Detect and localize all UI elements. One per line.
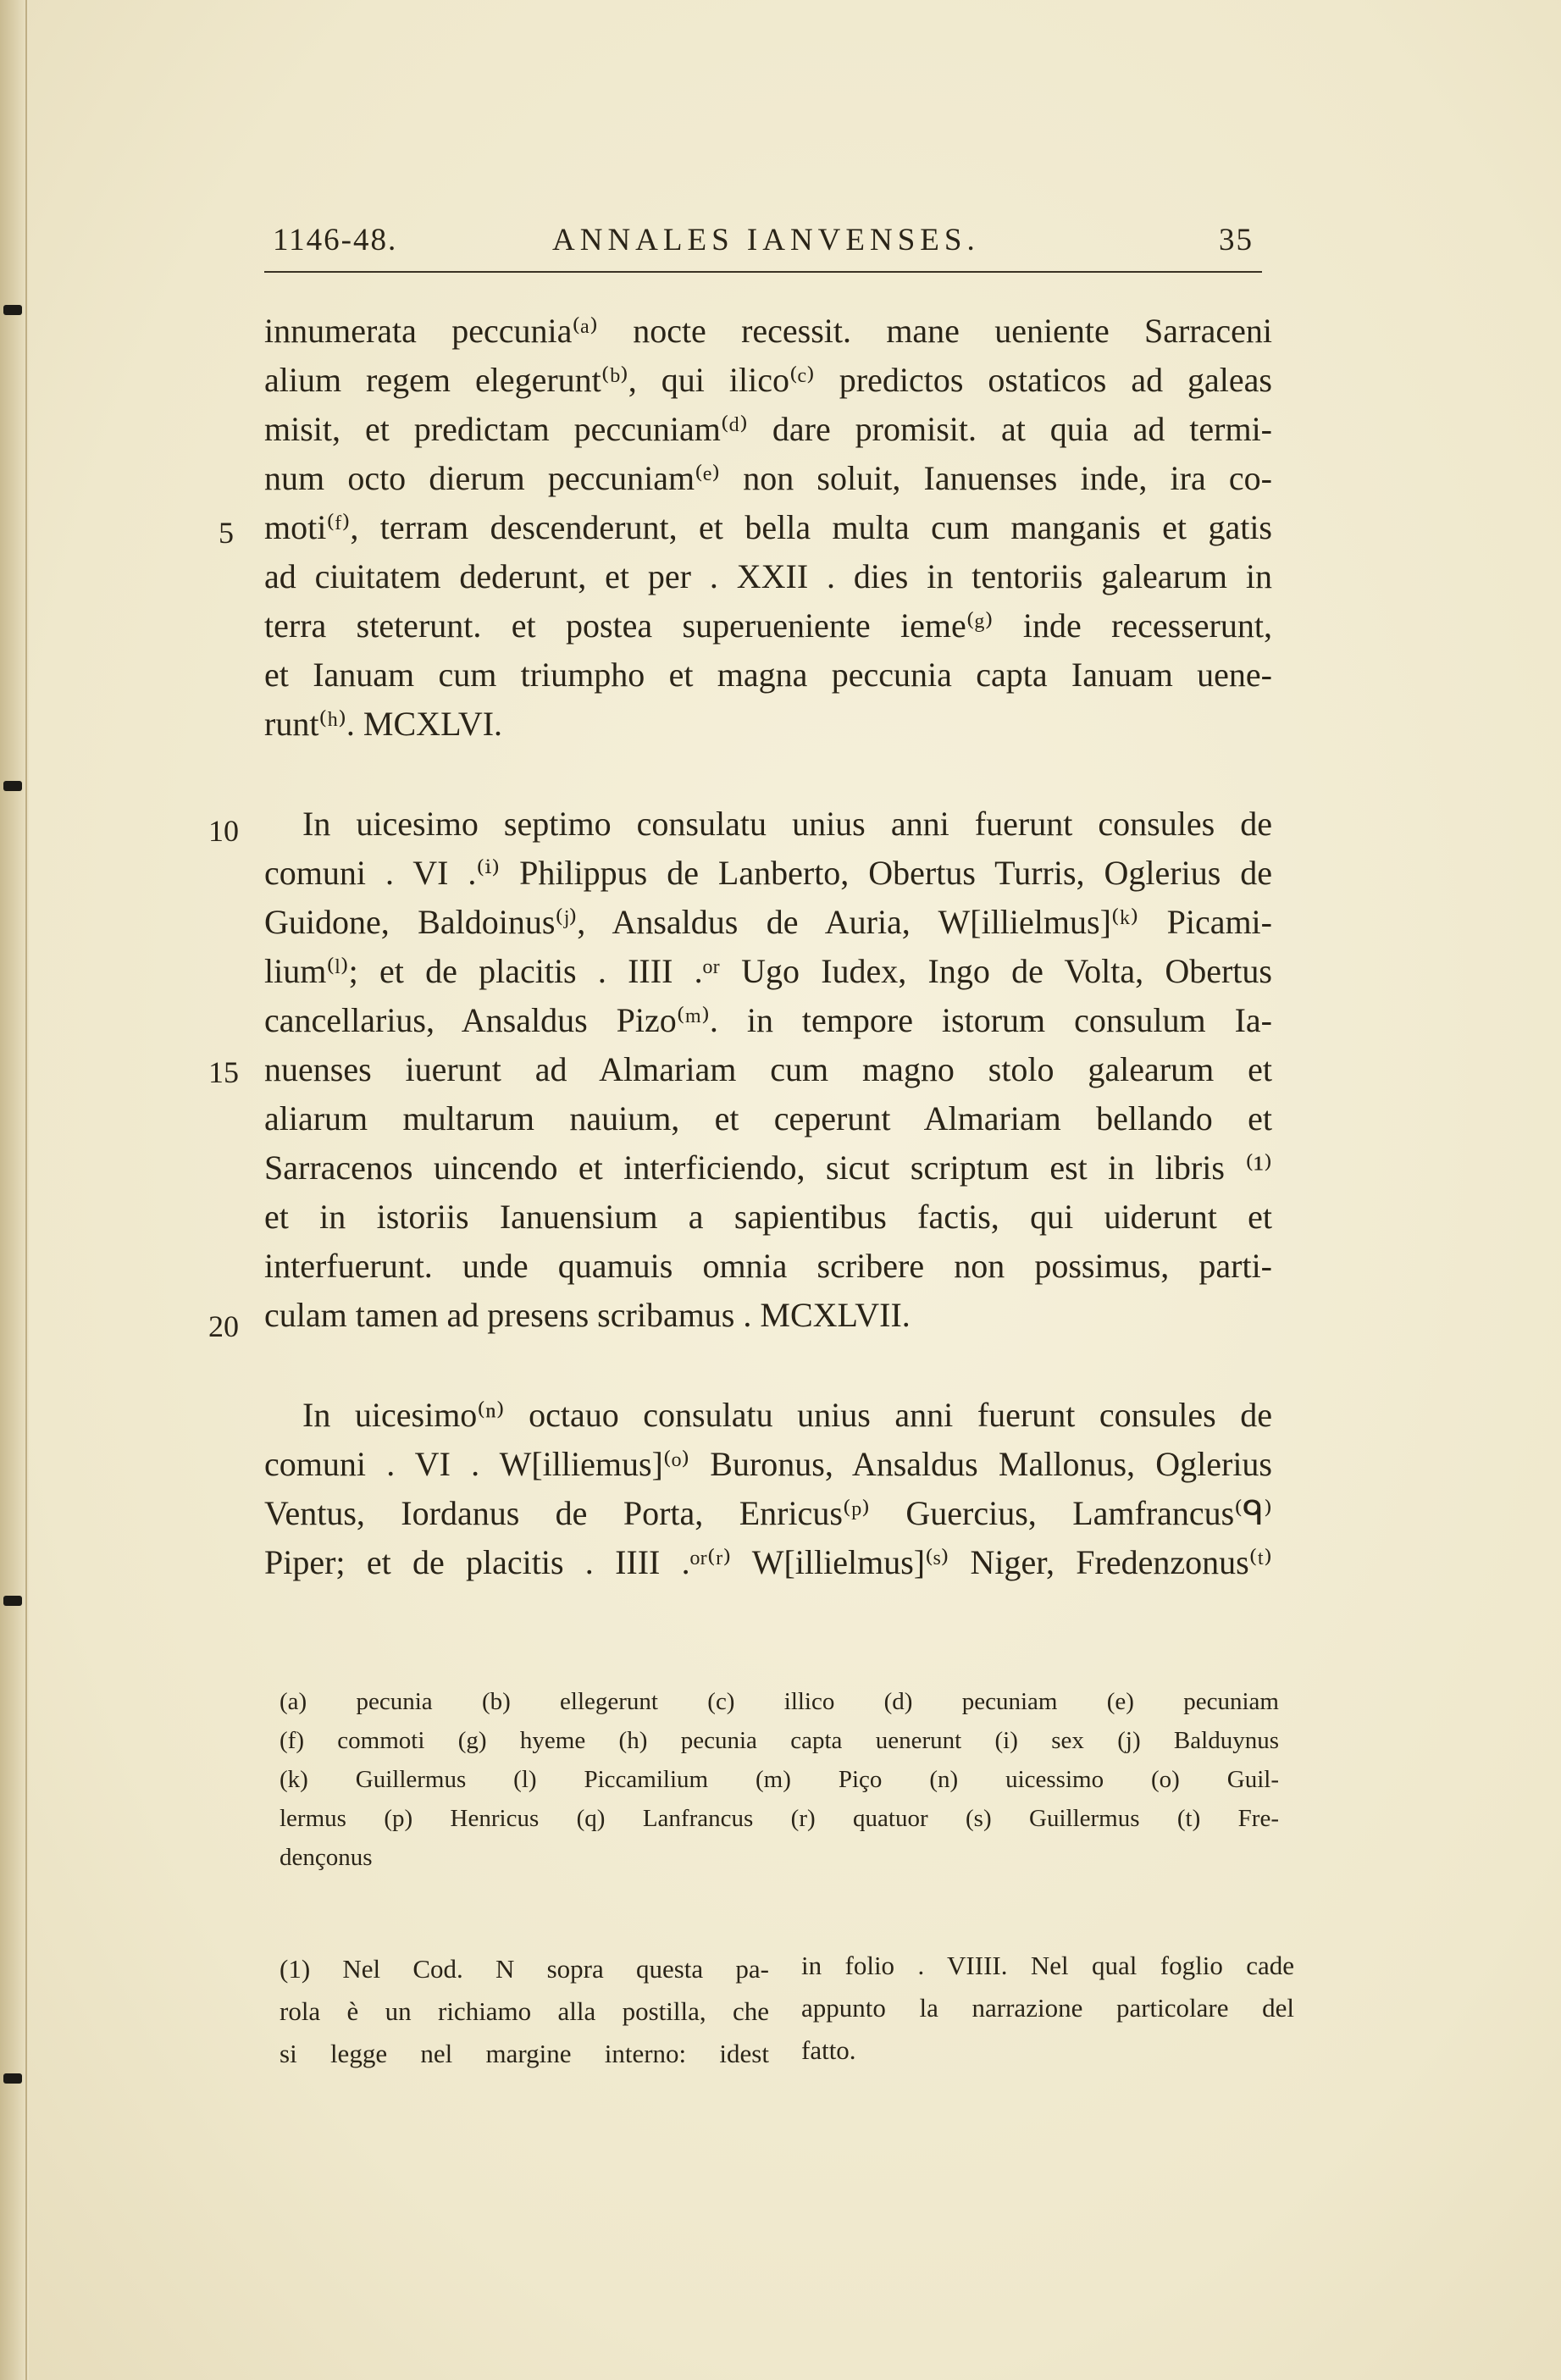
commentary-left-column — [280, 1948, 769, 2075]
stitch-mark — [3, 2073, 22, 2084]
commentary-line: si legge nel margine interno: idest — [280, 2039, 769, 2068]
text-line: alium regem elegerunt⁽ᵇ⁾, qui ilico⁽ᶜ⁾ predictos ostaticos ad galeas — [264, 361, 1272, 399]
text-line: et in istoriis Ianuensium a sapientibus factis, qui uiderunt et — [264, 1198, 1272, 1236]
text-line: et Ianuam cum triumpho et magna peccunia capta Ianuam uene- — [264, 656, 1272, 694]
header-title: ANNALES IANVENSES. — [552, 223, 980, 257]
text-line: culam tamen ad presens scribamus . MCXLVII. — [264, 1296, 911, 1334]
stitch-mark — [3, 305, 22, 315]
stitch-mark — [3, 1596, 22, 1606]
text-line: aliarum multarum nauium, et ceperunt Almariam bellando et — [264, 1099, 1272, 1137]
binding-crease — [25, 0, 27, 2380]
header-page-number: 35 — [1219, 223, 1254, 257]
commentary-line: in folio . VIIII. Nel qual foglio cade — [801, 1951, 1294, 1980]
header-years: 1146-48. — [273, 223, 398, 257]
text-line: Guidone, Baldoinus⁽ʲ⁾, Ansaldus de Auria, W[illielmus]⁽ᵏ⁾ Picami- — [264, 903, 1272, 941]
text-line: moti⁽ᶠ⁾, terram descenderunt, et bella multa cum manganis et gatis — [264, 508, 1272, 546]
text-line: terra steterunt. et postea superueniente ieme⁽ᵍ⁾ inde recesserunt, — [264, 606, 1272, 645]
commentary-right-column — [801, 1945, 1294, 2072]
commentary-line: (1) Nel Cod. N sopra questa pa- — [280, 1954, 769, 1984]
binding-edge — [0, 0, 29, 2380]
text-line: cancellarius, Ansaldus Pizo⁽ᵐ⁾. in tempore istorum consulum Ia- — [264, 1001, 1272, 1039]
line-number: 5 — [219, 516, 234, 550]
header-rule — [264, 271, 1262, 273]
commentary-line: fatto. — [801, 2035, 856, 2065]
text-line: In uicesimo⁽ⁿ⁾ octauo consulatu unius anni fuerunt consules de — [302, 1396, 1272, 1434]
running-header — [264, 222, 1262, 261]
text-line: comuni . VI .⁽ⁱ⁾ Philippus de Lanberto, Obertus Turris, Oglerius de — [264, 854, 1272, 892]
text-line: interfuerunt. unde quamuis omnia scribere non possimus, parti- — [264, 1247, 1272, 1285]
text-line: Piper; et de placitis . IIII .ᵒʳ⁽ʳ⁾ W[illielmus]⁽ˢ⁾ Niger, Fredenzonus⁽ᵗ⁾ — [264, 1543, 1272, 1581]
text-line: Sarracenos uincendo et interficiendo, sicut scriptum est in libris ⁽¹⁾ — [264, 1148, 1272, 1187]
stitch-mark — [3, 781, 22, 791]
text-line: comuni . VI . W[illiemus]⁽ᵒ⁾ Buronus, Ansaldus Mallonus, Oglerius — [264, 1445, 1272, 1483]
text-line: ad ciuitatem dederunt, et per . XXII . dies in tentoriis galearum in — [264, 557, 1272, 595]
text-line: nuenses iuerunt ad Almariam cum magno stolo galearum et — [264, 1050, 1272, 1088]
line-number: 20 — [208, 1309, 239, 1343]
variant-line: (f) commoti (g) hyeme (h) pecunia capta uenerunt (i) sex (j) Balduynus — [280, 1727, 1279, 1754]
commentary-line: appunto la narrazione particolare del — [801, 1993, 1294, 2023]
text-line: num octo dierum peccuniam⁽ᵉ⁾ non soluit, Ianuenses inde, ira co- — [264, 459, 1272, 497]
variant-line: lermus (p) Henricus (q) Lanfrancus (r) quatuor (s) Guillermus (t) Fre- — [280, 1805, 1279, 1832]
text-line: Ventus, Iordanus de Porta, Enricus⁽ᵖ⁾ Guercius, Lamfrancus⁽ᑫ⁾ — [264, 1494, 1272, 1532]
commentary-line: rola è un richiamo alla postilla, che — [280, 1996, 769, 2026]
text-line: misit, et predictam peccuniam⁽ᵈ⁾ dare promisit. at quia ad termi- — [264, 410, 1272, 448]
variant-line: (k) Guillermus (l) Piccamilium (m) Piço (n) uicessimo (o) Guil- — [280, 1766, 1279, 1793]
text-line: lium⁽ˡ⁾; et de placitis . IIII .ᵒʳ Ugo Iudex, Ingo de Volta, Obertus — [264, 952, 1272, 990]
text-line: In uicesimo septimo consulatu unius anni fuerunt consules de — [302, 805, 1272, 843]
line-number: 15 — [208, 1055, 239, 1089]
text-line: innumerata peccunia⁽ᵃ⁾ nocte recessit. mane ueniente Sarraceni — [264, 312, 1272, 350]
line-number: 10 — [208, 814, 239, 848]
variant-line: dençonus — [280, 1844, 373, 1871]
variant-line: (a) pecunia (b) ellegerunt (c) illico (d) pecuniam (e) pecuniam — [280, 1688, 1279, 1715]
text-line: runt⁽ʰ⁾. MCXLVI. — [264, 705, 503, 743]
